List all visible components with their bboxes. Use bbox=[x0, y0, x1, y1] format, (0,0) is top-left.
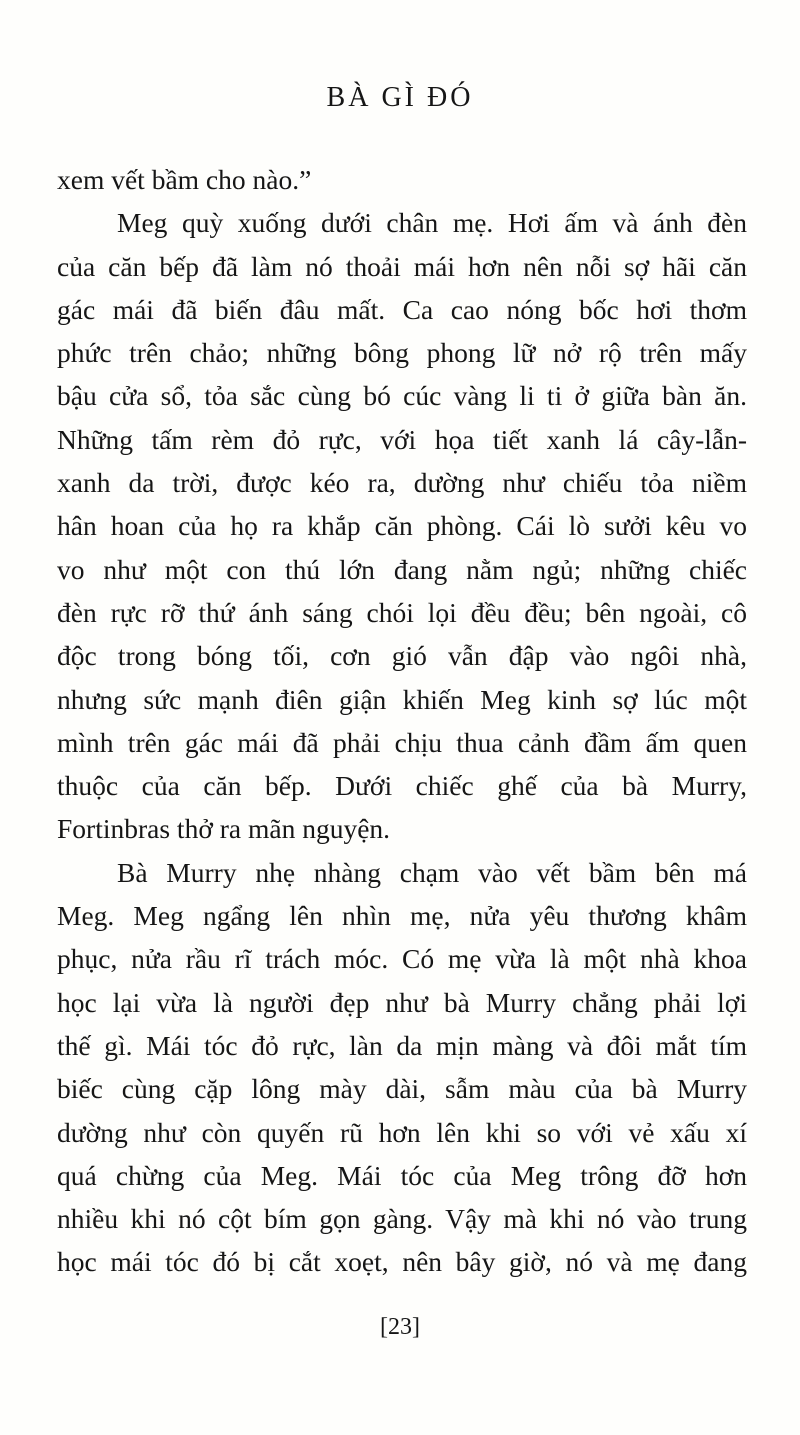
running-header-chapter-title: BÀ GÌ ĐÓ bbox=[326, 82, 474, 113]
text-line: thuộc của căn bếp. Dưới chiếc ghế của bà Murry, bbox=[57, 770, 747, 802]
text-line: gác mái đã biến đâu mất. Ca cao nóng bốc hơi thơm bbox=[57, 293, 747, 325]
text-line: mình trên gác mái đã phải chịu thua cảnh đầm ấm quen bbox=[57, 726, 747, 758]
text-line: phục, nửa rầu rĩ trách móc. Có mẹ vừa là một nhà khoa bbox=[57, 943, 747, 975]
text-line: của căn bếp đã làm nó thoải mái hơn nên nỗi sợ hãi căn bbox=[57, 250, 747, 282]
text-line: Meg. Meg ngẩng lên nhìn mẹ, nửa yêu thương khâm bbox=[57, 900, 747, 932]
body-text bbox=[57, 158, 747, 1284]
text-line: học lại vừa là người đẹp như bà Murry chẳng phải lợi bbox=[57, 986, 747, 1018]
text-line: hân hoan của họ ra khắp căn phòng. Cái lò sưởi kêu vo bbox=[57, 510, 747, 542]
text-line: độc trong bóng tối, cơn gió vẫn đập vào ngôi nhà, bbox=[57, 640, 747, 672]
text-line: xem vết bầm cho nào.” bbox=[57, 164, 312, 195]
text-line: bậu cửa sổ, tỏa sắc cùng bó cúc vàng li ti ở giữa bàn ăn. bbox=[57, 380, 747, 412]
page-number: [23] bbox=[380, 1314, 420, 1340]
text-line: nhưng sức mạnh điên giận khiến Meg kinh sợ lúc một bbox=[57, 683, 747, 715]
text-line: đèn rực rỡ thứ ánh sáng chói lọi đều đều; bên ngoài, cô bbox=[57, 596, 747, 628]
text-line: Fortinbras thở ra mãn nguyện. bbox=[57, 813, 391, 845]
text-line: thế gì. Mái tóc đỏ rực, làn da mịn màng và đôi mắt tím bbox=[57, 1029, 747, 1061]
text-line: Bà Murry nhẹ nhàng chạm vào vết bầm bên má bbox=[117, 856, 747, 888]
text-line: Meg quỳ xuống dưới chân mẹ. Hơi ấm và ánh đèn bbox=[117, 207, 747, 239]
text-line: dường như còn quyến rũ hơn lên khi so với vẻ xấu xí bbox=[57, 1116, 747, 1148]
text-line: nhiều khi nó cột bím gọn gàng. Vậy mà khi nó vào trung bbox=[57, 1203, 747, 1235]
text-line: Những tấm rèm đỏ rực, với họa tiết xanh lá cây-lẫn- bbox=[57, 423, 747, 455]
text-line: vo như một con thú lớn đang nằm ngủ; những chiếc bbox=[57, 553, 747, 585]
text-line: xanh da trời, được kéo ra, dường như chiếu tỏa niềm bbox=[57, 467, 747, 499]
text-line: học mái tóc đó bị cắt xoẹt, nên bây giờ, nó và mẹ đang bbox=[57, 1246, 747, 1278]
text-line: quá chừng của Meg. Mái tóc của Meg trông đỡ hơn bbox=[57, 1159, 747, 1191]
text-line: phức trên chảo; những bông phong lữ nở rộ trên mấy bbox=[57, 337, 747, 369]
text-line: biếc cùng cặp lông mày dài, sẫm màu của bà Murry bbox=[57, 1073, 747, 1105]
